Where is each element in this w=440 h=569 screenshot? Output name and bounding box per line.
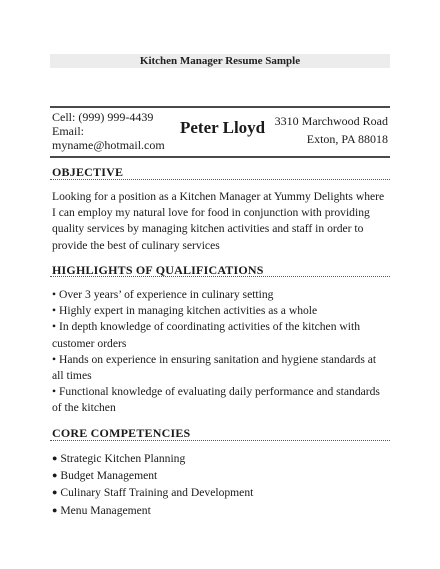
bullet-glyph: • [52, 385, 57, 399]
list-item-text: Highly expert in managing kitchen activities as a whole [58, 304, 318, 318]
qualifications-list [52, 287, 390, 417]
objective-heading: OBJECTIVE [52, 165, 124, 179]
objective-text: Looking for a position as a Kitchen Manager at Yummy Delights where I can employ my natural love for food in conjunction with providing quality services by managing kitchen activities and staff in order to provide the best of culinary services [52, 190, 385, 252]
list-item [52, 352, 390, 384]
list-item-text: Culinary Staff Training and Development [60, 486, 254, 500]
contact-info-left [52, 110, 165, 152]
list-item [52, 303, 390, 319]
list-item [52, 450, 390, 467]
competencies-list [52, 450, 390, 519]
header-bottom-rule [50, 156, 390, 158]
list-item [52, 319, 390, 351]
competencies-divider [50, 440, 390, 441]
email-label: Email: [52, 124, 84, 138]
email-address: myname@hotmail.com [52, 138, 165, 152]
bullet-glyph: • [52, 304, 57, 318]
objective-divider [50, 179, 390, 180]
contact-info-right [275, 112, 388, 148]
list-item [52, 467, 390, 484]
qualifications-heading: HIGHLIGHTS OF QUALIFICATIONS [52, 263, 264, 277]
bullet-glyph: ● [52, 453, 58, 463]
bullet-glyph: • [52, 320, 57, 334]
list-item-text: Strategic Kitchen Planning [60, 452, 186, 465]
qualifications-divider [50, 276, 390, 277]
list-item [52, 287, 390, 303]
list-item-text: Functional knowledge of evaluating daily performance and standards of the kitchen [52, 385, 380, 415]
objective-text-block [52, 189, 388, 254]
list-item-text: Hands on experience in ensuring sanitation and hygiene standards at all times [52, 352, 377, 383]
address-line-2: Exton, PA 88018 [306, 132, 388, 146]
list-item-text: Budget Management [60, 469, 158, 483]
header-top-rule [50, 106, 390, 108]
cell-phone: Cell: (999) 999-4439 [52, 110, 154, 124]
address-line-1: 3310 Marchwood Road [274, 114, 388, 128]
list-item [52, 384, 390, 416]
list-item [52, 502, 390, 519]
list-item-text: Menu Management [60, 503, 151, 517]
list-item-text: Over 3 years’ of experience in culinary setting [58, 288, 274, 301]
list-item-text: In depth knowledge of coordinating activities of the kitchen with customer orders [52, 320, 361, 350]
candidate-name: Peter Lloyd [180, 118, 266, 137]
list-item [52, 484, 390, 501]
bullet-glyph: ● [52, 470, 58, 481]
bullet-glyph: • [52, 288, 57, 301]
bullet-glyph: ● [52, 504, 58, 515]
bullet-glyph: • [52, 352, 57, 366]
resume-header [50, 110, 390, 152]
bullet-glyph: ● [52, 487, 58, 498]
competencies-heading: CORE COMPETENCIES [52, 426, 191, 440]
document-title: Kitchen Manager Resume Sample [50, 54, 390, 68]
